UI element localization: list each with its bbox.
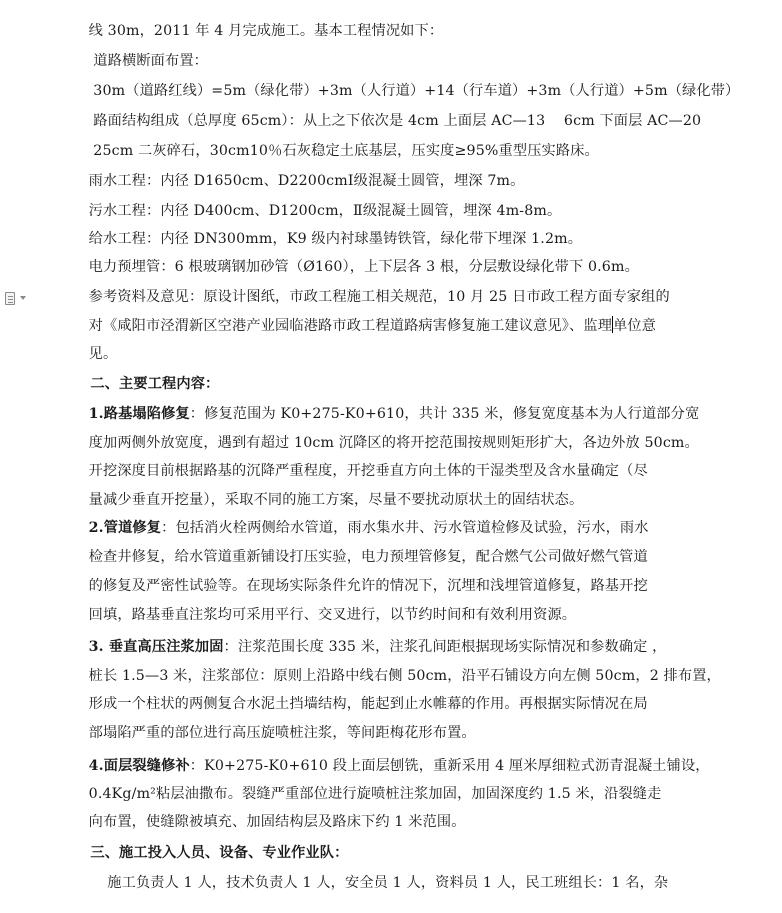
doc-line-17: [70, 470, 775, 508]
doc-text: 开挖深度目前根据路基的沉降严重程度，开挖垂直方向土体的干湿类型及含水量确定（尽: [88, 463, 648, 479]
doc-line-21: [70, 585, 775, 623]
doc-text: 检查井修复，给水管道重新铺设打压实验，电力预埋管修复，配合燃气公司做好燃气管道: [88, 549, 648, 565]
item-heading-3: 3. 垂直高压注浆加固: [88, 639, 224, 655]
doc-text: 对《咸阳市泾渭新区空港产业园临港路市政工程道路病害修复施工建议意见》、监理: [88, 318, 613, 334]
doc-line-9: [70, 237, 775, 275]
doc-line-4: [70, 91, 775, 129]
doc-line-23: [70, 646, 775, 684]
doc-line-6: [70, 151, 775, 189]
section-heading-3: [70, 823, 775, 861]
item-heading-2: 2.管道修复: [88, 520, 162, 536]
doc-text: 形成一个柱状的两侧复合水泥土挡墙结构，能起到止水帷幕的作用。再根据实际情况在局: [88, 696, 648, 712]
doc-text: ：K0+275-K0+610 段上面层刨铣，重新采用 4 厘米厚细粒式沥青混凝土铺设，: [189, 758, 710, 774]
doc-line-19: [70, 527, 775, 565]
doc-line-28: [70, 792, 775, 830]
doc-line-20: [70, 556, 775, 594]
doc-line-18: [70, 498, 775, 536]
doc-text: 单位意: [613, 318, 657, 334]
doc-line-30: [70, 853, 775, 891]
doc-text: 度加两侧外放宽度，遇到有超过 10cm 沉降区的将开挖范围按规则矩形扩大，各边外放 50cm。: [88, 435, 699, 451]
doc-text: 道路横断面布置：: [88, 53, 209, 69]
doc-line-15: [70, 413, 775, 451]
doc-text: 量减少垂直开挖量），采取不同的施工方案，尽量不要扰动原状土的固结状态。: [88, 492, 584, 508]
doc-text: 参考资料及意见：原设计图纸，市政工程施工相关规范，10 月 25 日市政工程方面专家组的: [88, 289, 670, 305]
doc-line-3: [70, 61, 775, 99]
item-heading-4: 4.面层裂缝修补: [88, 758, 190, 774]
doc-text: 桩长 1.5—3 米，注浆部位：原则上沿路中线右侧 50cm，沿平石铺设方向左侧 50cm，2 排布置，: [88, 668, 721, 684]
doc-text: 给水工程：内径 DN300mm，K9 级内衬球墨铸铁管，绿化带下埋深 1.2m。: [88, 231, 583, 247]
doc-line-26: [70, 736, 775, 774]
doc-text: ：注浆范围长度 335 米，注浆孔间距根据现场实际情况和参数确定 ，: [223, 639, 667, 655]
doc-text: 见。: [88, 346, 118, 362]
doc-text: 电力预埋管：6 根玻璃钢加砂管（Ø160），上下层各 3 根，分层敷设绿化带下 0.6m。: [88, 259, 639, 275]
doc-text: 污水工程：内径 D400cm、D1200cm，Ⅱ级混凝土圆管，埋深 4m-8m。: [88, 203, 562, 219]
doc-line-2: [70, 31, 775, 69]
doc-line-7: [70, 181, 775, 219]
doc-text: ：包括消火栓两侧给水管道，雨水集水井、污水管道检修及试验，污水，雨水: [161, 520, 649, 536]
doc-text: 向布置，使缝隙被填充、加固结构层及路床下约 1 米范围。: [88, 814, 466, 830]
doc-line-16: [70, 441, 775, 479]
doc-line-24: [70, 674, 775, 712]
doc-line-14: [70, 384, 775, 422]
doc-line-8: [70, 209, 775, 247]
doc-text: ：修复范围为 K0+275-K0+610，共计 335 米，修复宽度基本为人行道部分宽: [189, 406, 700, 422]
doc-text: 线 30m，2011 年 4 月完成施工。基本工程情况如下：: [88, 23, 444, 39]
doc-text: 施工负责人 1 人，技术负责人 1 人，安全员 1 人，资料员 1 人，民工班组长：1 名，杂: [88, 875, 669, 891]
doc-line-10: [70, 267, 775, 305]
section-heading-text: 三、施工投入人员、设备、专业作业队：: [90, 845, 349, 861]
doc-line-11: [70, 296, 775, 334]
section-heading-text: 二、主要工程内容：: [90, 376, 220, 392]
doc-line-5: [70, 121, 775, 159]
doc-text: 路面结构组成（总厚度 65cm）：从上之下依次是 4cm 上面层 AC—13 6cm 下面层 AC—20: [88, 113, 702, 129]
chevron-down-icon: [20, 296, 26, 300]
doc-line-12: [70, 324, 775, 362]
section-heading-2: [70, 354, 775, 392]
item-heading-1: 1.路基塌陷修复: [88, 406, 190, 422]
doc-text: 雨水工程：内径 D1650cm、D2200cmⅠ级混凝土圆管，埋深 7m。: [88, 173, 525, 189]
doc-line-1: [70, 1, 775, 39]
doc-text: 的修复及严密性试验等。在现场实际条件允许的情况下，沉埋和浅埋管道修复，路基开挖: [88, 578, 648, 594]
doc-line-27: [70, 764, 775, 802]
doc-text: 部塌陷严重的部位进行高压旋喷桩注浆，等间距梅花形布置。: [88, 725, 476, 741]
doc-text: 回填，路基垂直注浆均可采用平行、交叉进行，以节约时间和有效利用资源。: [88, 607, 577, 623]
doc-text: 0.4Kg/m²粘层油撒布。裂缝严重部位进行旋喷桩注浆加固，加固深度约 1.5 米，沿裂缝走: [88, 786, 662, 802]
paragraph-options-button[interactable]: [5, 290, 33, 306]
doc-line-25: [70, 703, 775, 741]
doc-text: 25cm 二灰碎石，30cm10％石灰稳定土底基层，压实度≥95%重型压实路床。: [88, 143, 599, 159]
doc-line-22: [70, 617, 775, 655]
document-lines-icon: [5, 292, 15, 305]
doc-text: 30m（道路红线）=5m（绿化带）+3m（人行道）+14（行车道）+3m（人行道）+5m（绿化带）: [88, 83, 740, 99]
